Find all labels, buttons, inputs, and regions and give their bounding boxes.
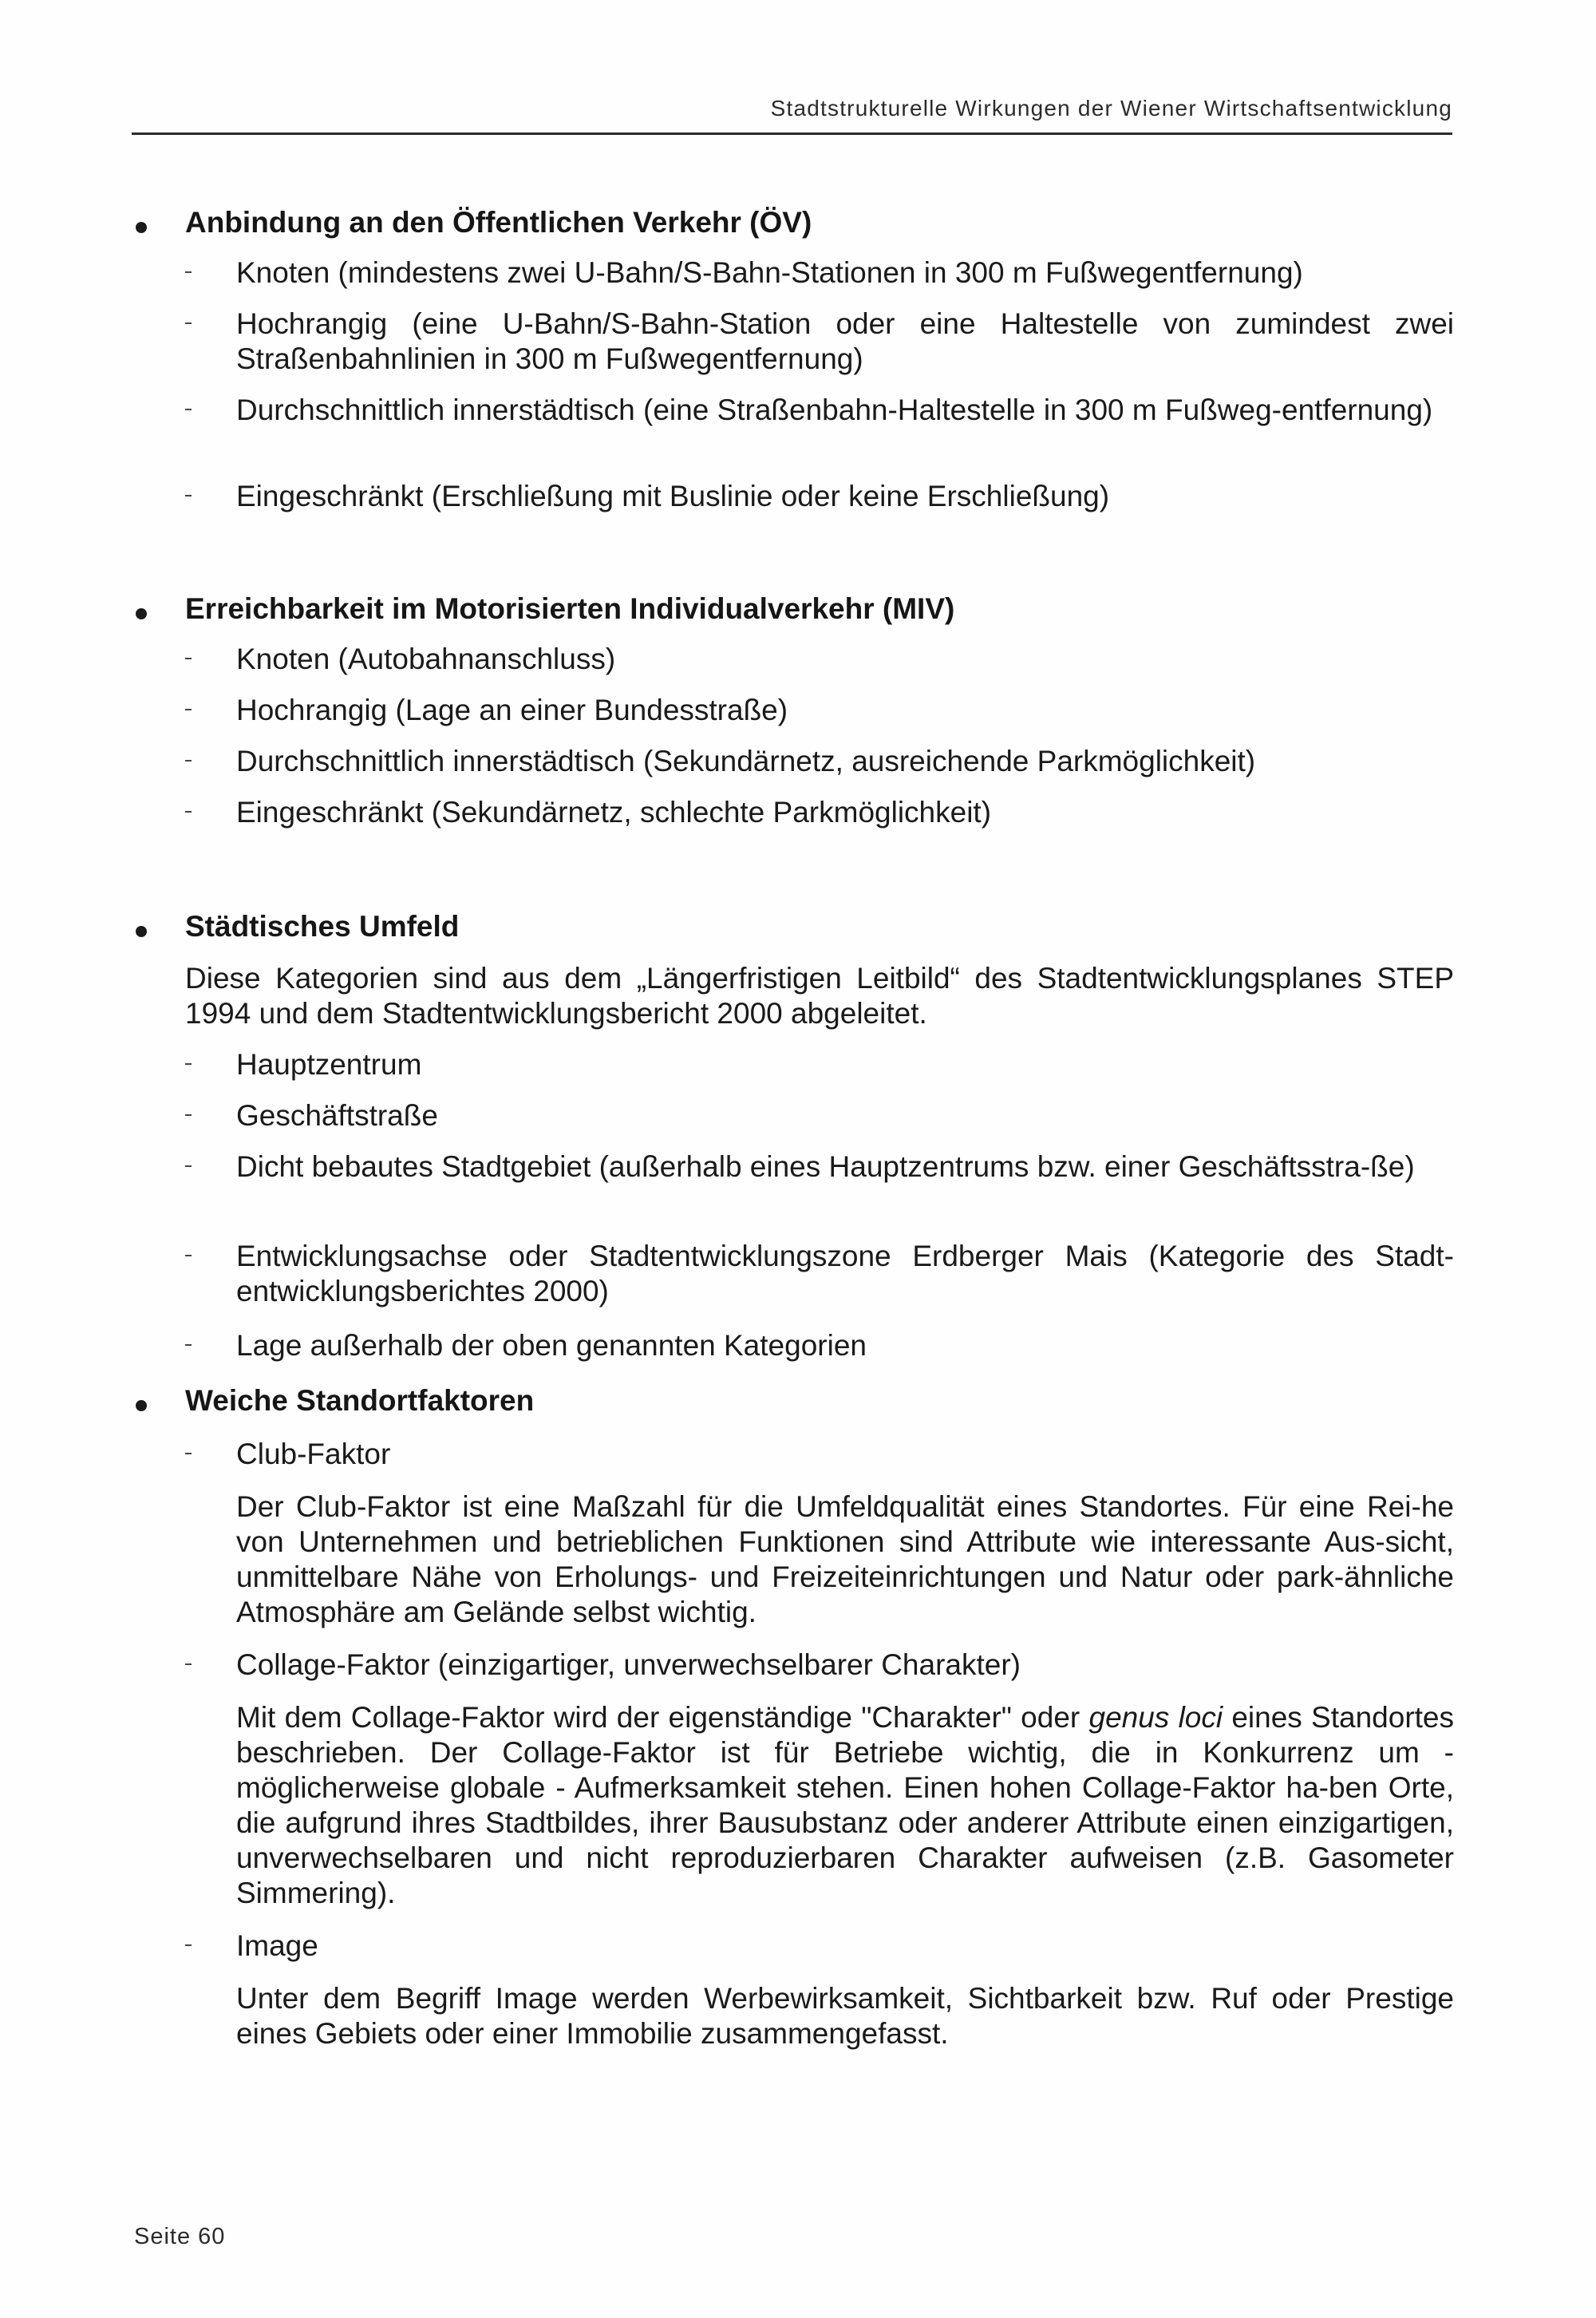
dash-icon [185, 1344, 192, 1346]
description-italic-term: genus loci [1088, 1701, 1223, 1734]
dash-icon [185, 271, 192, 273]
dash-icon [185, 322, 192, 324]
list-item-text: Knoten (mindestens zwei U-Bahn/S-Bahn-Stationen in 300 m Fußwegentfernung) [236, 256, 1303, 289]
list-item-description: Der Club-Faktor ist eine Maßzahl für die Umfeldqualität eines Standortes. Für eine Rei-he von Unternehmen und betrieblichen Funktionen sind Attribute wie interessante Aus-sicht, unmittelbare Nähe von Erholungs- und Freizeiteinrichtungen und Natur oder park-ähnliche Atmosphäre am Gelände selbst wichtig. [236, 1490, 1454, 1628]
list-item-text: Hochrangig (eine U-Bahn/S-Bahn-Station oder eine Haltestelle von zumindest zwei Straßenbahnlinien in 300 m Fußwegentfernung) [236, 307, 1454, 375]
dash-icon [185, 658, 192, 659]
list-item-text: Geschäftstraße [236, 1099, 438, 1132]
section-title: Erreichbarkeit im Motorisierten Individualverkehr (MIV) [185, 592, 955, 625]
bullet-icon [136, 608, 147, 619]
dash-icon [185, 760, 192, 761]
list-item-label: Club-Faktor [236, 1438, 391, 1470]
list-item-text: Eingeschränkt (Erschließung mit Buslinie oder keine Erschließung) [236, 480, 1110, 512]
dash-icon [185, 1944, 192, 1946]
dash-icon [185, 811, 192, 813]
dash-icon [185, 1114, 192, 1116]
list-item-description: Unter dem Begriff Image werden Werbewirksamkeit, Sichtbarkeit bzw. Ruf oder Prestige eines Gebiets oder einer Immobilie zusammengefasst. [236, 1982, 1454, 2050]
list-item-text: Entwicklungsachse oder Stadtentwicklungszone Erdberger Mais (Kategorie des Stadt-entwicklungsberichtes 2000) [236, 1240, 1454, 1307]
list-item-text: Durchschnittlich innerstädtisch (eine Straßenbahn-Haltestelle in 300 m Fußweg-entfernung) [236, 394, 1433, 426]
dash-icon [185, 1063, 192, 1065]
section-title: Anbindung an den Öffentlichen Verkehr (ÖV) [185, 206, 812, 239]
list-item-text: Hauptzentrum [236, 1048, 422, 1081]
list-item-label: Collage-Faktor (einzigartiger, unverwechselbarer Charakter) [236, 1648, 1021, 1681]
section-title: Weiche Standortfaktoren [185, 1384, 535, 1417]
description-text: Mit dem Collage-Faktor wird der eigenständige "Charakter" oder [236, 1701, 1089, 1734]
list-item-text: Dicht bebautes Stadtgebiet (außerhalb eines Hauptzentrums bzw. einer Geschäftsstra-ße) [236, 1150, 1415, 1183]
list-item-text: Knoten (Autobahnanschluss) [236, 643, 616, 675]
dash-icon [185, 495, 192, 496]
dash-icon [185, 709, 192, 710]
list-item-description [236, 1700, 1454, 1911]
running-header [132, 91, 1452, 135]
bullet-icon [136, 222, 147, 233]
list-item-label: Image [236, 1929, 318, 1962]
dash-icon [185, 1255, 192, 1256]
section-intro: Diese Kategorien sind aus dem „Längerfristigen Leitbild“ des Stadtentwicklungsplanes STEP 1994 und dem Stadtentwicklungsbericht 2000 abgeleitet. [185, 962, 1454, 1030]
dash-icon [185, 1165, 192, 1167]
bullet-icon [136, 1400, 147, 1411]
list-item-text: Hochrangig (Lage an einer Bundesstraße) [236, 694, 788, 726]
dash-icon [185, 409, 192, 410]
list-item-text: Eingeschränkt (Sekundärnetz, schlechte Parkmöglichkeit) [236, 796, 992, 829]
dash-icon [185, 1453, 192, 1454]
page-number: Seite 60 [134, 2224, 226, 2249]
dash-icon [185, 1663, 192, 1665]
list-item-text: Durchschnittlich innerstädtisch (Sekundärnetz, ausreichende Parkmöglichkeit) [236, 745, 1256, 777]
running-header-title: Stadtstrukturelle Wirkungen der Wiener Wirtschaftsentwicklung [770, 96, 1452, 121]
section-title: Städtisches Umfeld [185, 910, 460, 943]
bullet-icon [136, 926, 147, 937]
list-item-text: Lage außerhalb der oben genannten Kategorien [236, 1329, 867, 1362]
description-text: eines Standortes beschrieben. Der Collage-Faktor ist für Betriebe wichtig, die in Konkurrenz um - möglicherweise globale - Aufmerksamkeit stehen. Einen hohen Collage-Faktor ha-ben Orte, die aufgrund ihres Stadtbildes, ihrer Bausubstanz oder anderer Attribute einen einzigartigen, unverwechselbaren und nicht reproduzierbaren Charakter aufweisen (z.B. Gasometer Simmering). [236, 1701, 1455, 1909]
